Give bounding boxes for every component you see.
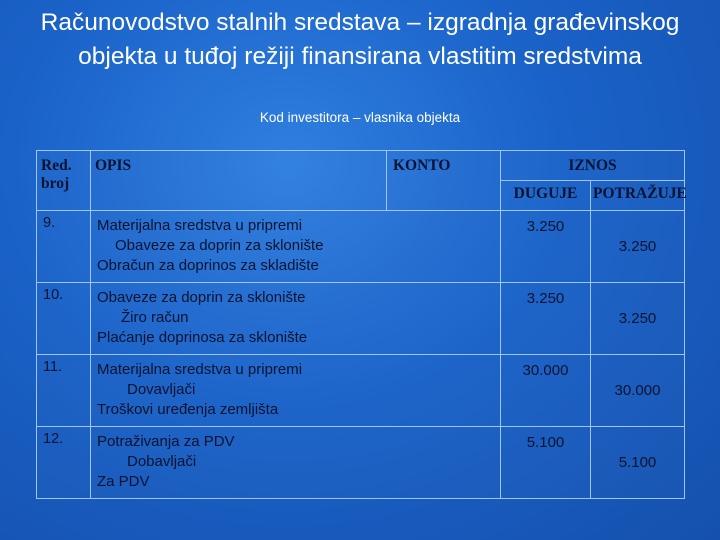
duguje-amount: 3.250 (501, 283, 591, 355)
credit-account: Dobavljači (127, 453, 197, 470)
duguje-amount: 5.100 (501, 427, 591, 499)
debit-account: Materijalna sredstva u pripremi (97, 361, 303, 378)
header-red-broj-line2: broj (41, 175, 70, 192)
table-row (37, 355, 685, 427)
credit-account: Obaveze za doprin za sklonište (115, 237, 324, 254)
table-row (37, 427, 685, 499)
header-duguje: DUGUJE (501, 181, 591, 211)
entry-description: Plaćanje doprinosa za sklonište (97, 329, 308, 346)
entry-description: Za PDV (97, 473, 150, 490)
potrazuje-amount: 3.250 (591, 211, 685, 283)
header-red-broj (37, 151, 91, 211)
debit-account: Obaveze za doprin za sklonište (97, 289, 306, 306)
duguje-amount: 30.000 (501, 355, 591, 427)
table-row (37, 283, 685, 355)
table-row (37, 211, 685, 283)
row-number: 12. (37, 427, 91, 499)
row-description (91, 283, 501, 355)
table-header-row (37, 151, 685, 181)
entry-description: Troškovi uređenja zemljišta (97, 401, 279, 418)
row-number: 11. (37, 355, 91, 427)
row-number: 10. (37, 283, 91, 355)
header-potrazuje: POTRAŽUJE (591, 181, 685, 211)
row-description (91, 211, 501, 283)
journal-table (36, 150, 685, 499)
header-iznos: IZNOS (501, 151, 685, 181)
entry-description: Obračun za doprinos za skladište (97, 257, 319, 274)
potrazuje-amount: 30.000 (591, 355, 685, 427)
header-red-broj-line1: Red. (41, 157, 72, 174)
debit-account: Potraživanja za PDV (97, 433, 235, 450)
row-description (91, 355, 501, 427)
header-konto: KONTO (387, 151, 501, 211)
page-subtitle: Kod investitora – vlasnika objekta (259, 110, 461, 125)
potrazuje-amount: 3.250 (591, 283, 685, 355)
duguje-amount: 3.250 (501, 211, 591, 283)
page-title: Računovodstvo stalnih sredstava – izgradnja građevinskog objekta u tuđoj režiji finansirana vlastitim sredstvima (40, 9, 680, 70)
potrazuje-amount: 5.100 (591, 427, 685, 499)
header-opis: OPIS (91, 151, 387, 211)
row-number: 9. (37, 211, 91, 283)
row-description (91, 427, 501, 499)
debit-account: Materijalna sredstva u pripremi (97, 217, 303, 234)
credit-account: Dovavljači (127, 381, 196, 398)
credit-account: Žiro račun (121, 309, 189, 326)
